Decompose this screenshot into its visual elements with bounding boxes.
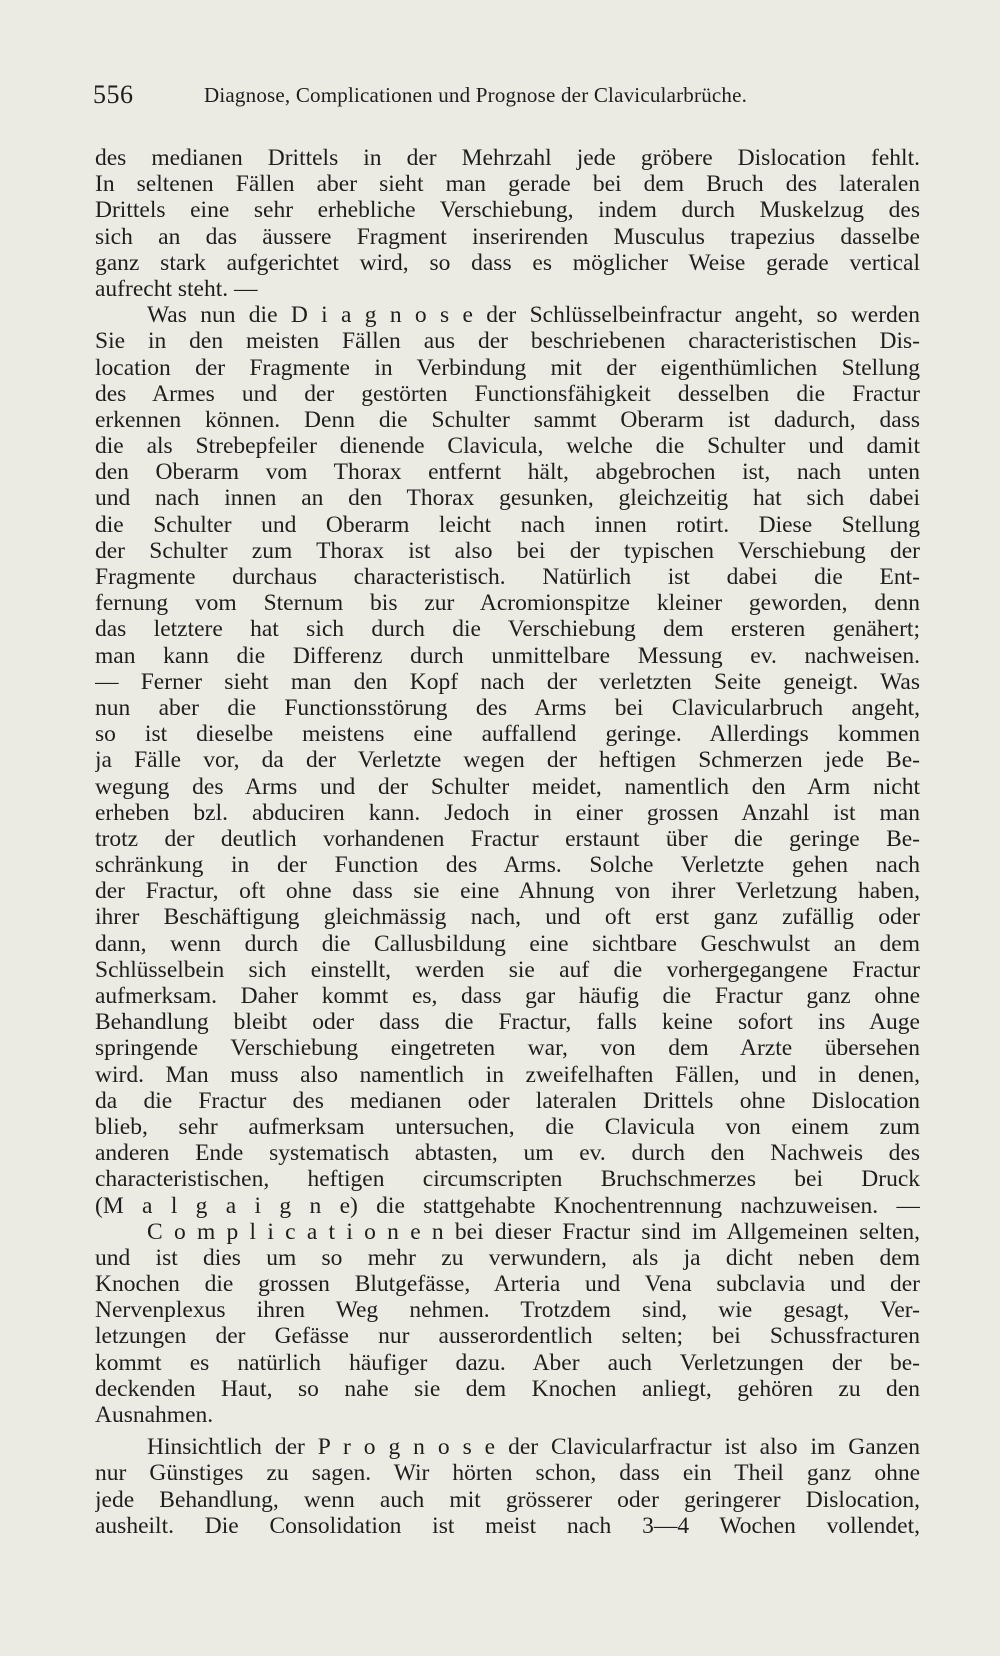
text-line [95, 381, 920, 407]
text-line-content: ihrer Beschäftigung gleichmässig nach, und oft erst ganz zufällig oder [95, 904, 920, 931]
text-line [95, 1271, 920, 1297]
text-line [95, 747, 920, 773]
text-line [95, 564, 920, 590]
text-line-content: den Oberarm vom Thorax entfernt hält, abgebrochen ist, nach unten [95, 459, 920, 486]
text-line-content: wegung des Arms und der Schulter meidet, namentlich den Arm nicht [95, 773, 920, 800]
text-line-content: Sie in den meisten Fällen aus der beschriebenen characteristischen Dis- [95, 328, 920, 355]
text-line [95, 1166, 920, 1192]
text-line [95, 145, 920, 171]
text-line [95, 538, 920, 564]
text-line [95, 826, 920, 852]
text-line-content: wird. Man muss also namentlich in zweifelhaften Fällen, und in denen, [95, 1061, 920, 1088]
text-line [95, 224, 920, 250]
text-line [95, 1350, 920, 1376]
text-line-content: so ist dieselbe meistens eine auffallend geringe. Allerdings kommen [95, 721, 920, 748]
text-line [95, 433, 920, 459]
text-line-content: der Schulter zum Thorax ist also bei der typischen Verschiebung der [95, 537, 920, 564]
text-line-content: nun aber die Functionsstörung des Arms bei Clavicularbruch angeht, [95, 694, 920, 721]
text-line-content: jede Behandlung, wenn auch mit grösserer oder geringerer Dislocation, [95, 1486, 920, 1513]
text-line [95, 407, 920, 433]
text-line [95, 512, 920, 538]
text-line-content: nur Günstiges zu sagen. Wir hörten schon, dass ein Theil ganz ohne [95, 1460, 920, 1487]
text-line [95, 1062, 920, 1088]
text-line-content: Hinsichtlich der P r o g n o s e der Clavicularfractur ist also im Ganzen [147, 1434, 920, 1461]
body-text [95, 145, 920, 1539]
text-line-content: (M a l g a i g n e) die stattgehabte Knochentrennung nachzuweisen. — [95, 1192, 920, 1219]
text-line [95, 1088, 920, 1114]
text-line-content: letzungen der Gefässe nur ausserordentlich selten; bei Schussfracturen [95, 1323, 920, 1350]
text-line-content: ganz stark aufgerichtet wird, so dass es möglicher Weise gerade vertical [95, 249, 920, 276]
text-line-content: erkennen können. Denn die Schulter sammt Oberarm ist dadurch, dass [95, 406, 920, 433]
text-line [95, 1035, 920, 1061]
text-line [95, 983, 920, 1009]
text-line [95, 878, 920, 904]
text-line-content: Behandlung bleibt oder dass die Fractur, falls keine sofort ins Auge [95, 1009, 920, 1036]
text-line [95, 171, 920, 197]
text-line-content: anderen Ende systematisch abtasten, um ev. durch den Nachweis des [95, 1140, 920, 1167]
text-line-content: fernung vom Sternum bis zur Acromionspitze kleiner geworden, denn [95, 590, 920, 617]
text-line-content: Knochen die grossen Blutgefässe, Arteria und Vena subclavia und der [95, 1271, 920, 1298]
text-line-content: trotz der deutlich vorhandenen Fractur erstaunt über die geringe Be- [95, 825, 920, 852]
text-line-content: dann, wenn durch die Callusbildung eine sichtbare Geschwulst an dem [95, 930, 920, 957]
text-line [95, 957, 920, 983]
text-line [95, 1245, 920, 1271]
text-line-content: des Armes und der gestörten Functionsfähigkeit desselben die Fractur [95, 380, 920, 407]
text-line [95, 695, 920, 721]
text-line-content: Nervenplexus ihren Weg nehmen. Trotzdem sind, wie gesagt, Ver- [95, 1297, 920, 1324]
running-head [93, 80, 813, 114]
text-line-content: deckenden Haut, so nahe sie dem Knochen anliegt, gehören zu den [95, 1375, 920, 1402]
text-line-content: — Ferner sieht man den Kopf nach der verletzten Seite geneigt. Was [95, 668, 920, 695]
text-line-content: des medianen Drittels in der Mehrzahl jede gröbere Dislocation fehlt. [95, 145, 920, 171]
text-line-content: location der Fragmente in Verbindung mit der eigenthümlichen Stellung [95, 354, 920, 381]
text-line [95, 1193, 920, 1219]
text-line [95, 1434, 920, 1460]
text-line [95, 1140, 920, 1166]
text-line [95, 721, 920, 747]
text-line [95, 1219, 920, 1245]
text-line [95, 931, 920, 957]
text-line-content: ja Fälle vor, da der Verletzte wegen der heftigen Schmerzen jede Be- [95, 747, 920, 774]
text-line-content: der Fractur, oft ohne dass sie eine Ahnung von ihrer Verletzung haben, [95, 878, 920, 905]
text-line [95, 328, 920, 354]
text-line [95, 485, 920, 511]
text-line [95, 800, 920, 826]
text-line [95, 904, 920, 930]
text-line-content: Fragmente durchaus characteristisch. Natürlich ist dabei die Ent- [95, 564, 920, 590]
text-line [95, 1487, 920, 1513]
text-line-content: die als Strebepfeiler dienende Clavicula, welche die Schulter und damit [95, 433, 920, 460]
text-line-content: ausheilt. Die Consolidation ist meist nach 3—4 Wochen vollendet, [95, 1512, 920, 1539]
text-line-content: die Schulter und Oberarm leicht nach innen rotirt. Diese Stellung [95, 511, 920, 538]
text-line-content: man kann die Differenz durch unmittelbare Messung ev. nachweisen. [95, 642, 920, 669]
running-title: Diagnose, Complicationen und Prognose der Clavicularbrüche. [204, 83, 748, 107]
text-line-content: da die Fractur des medianen oder lateralen Drittels ohne Dislocation [95, 1087, 920, 1114]
text-line-content: sich an das äussere Fragment inserirenden Musculus trapezius dasselbe [95, 223, 920, 250]
text-line [95, 1009, 920, 1035]
text-line-content: characteristischen, heftigen circumscripten Bruchschmerzes bei Druck [95, 1166, 920, 1193]
text-line [95, 590, 920, 616]
text-line-content: aufmerksam. Daher kommt es, dass gar häufig die Fractur ganz ohne [95, 983, 920, 1009]
text-line [95, 1323, 920, 1349]
text-line-content: und nach innen an den Thorax gesunken, gleichzeitig hat sich dabei [95, 485, 920, 512]
text-line [95, 276, 920, 302]
text-line-content: Was nun die D i a g n o s e der Schlüsselbeinfractur angeht, so werden [147, 302, 920, 329]
text-line [95, 1114, 920, 1140]
text-line [95, 302, 920, 328]
text-line [95, 1460, 920, 1486]
text-line [95, 355, 920, 381]
text-line [95, 197, 920, 223]
text-line-content: das letztere hat sich durch die Verschiebung dem ersteren genähert; [95, 616, 920, 643]
text-line [95, 616, 920, 642]
text-line [95, 1402, 920, 1428]
text-line-content: kommt es natürlich häufiger dazu. Aber auch Verletzungen der be- [95, 1349, 920, 1376]
text-line-content: schränkung in der Function des Arms. Solche Verletzte gehen nach [95, 852, 920, 879]
text-line [95, 1297, 920, 1323]
text-line-content: In seltenen Fällen aber sieht man gerade bei dem Bruch des lateralen [95, 171, 920, 198]
text-line-content: springende Verschiebung eingetreten war, von dem Arzte übersehen [95, 1035, 920, 1062]
text-line [95, 669, 920, 695]
text-line [95, 1513, 920, 1539]
text-line [95, 250, 920, 276]
text-line-content: C o m p l i c a t i o n e n bei dieser Fractur sind im Allgemeinen selten, [147, 1218, 920, 1245]
text-line-content: Drittels eine sehr erhebliche Verschiebung, indem durch Muskelzug des [95, 197, 920, 224]
text-line-content: Ausnahmen. [95, 1402, 214, 1428]
text-line [95, 459, 920, 485]
text-line [95, 774, 920, 800]
text-line [95, 1376, 920, 1402]
text-line-content: Schlüsselbein sich einstellt, werden sie auf die vorhergegangene Fractur [95, 956, 920, 983]
text-line [95, 852, 920, 878]
text-line [95, 643, 920, 669]
text-line-content: und ist dies um so mehr zu verwundern, als ja dicht neben dem [95, 1244, 920, 1271]
page-number: 556 [93, 80, 134, 109]
text-line-content: blieb, sehr aufmerksam untersuchen, die Clavicula von einem zum [95, 1113, 920, 1140]
text-line-content: aufrecht steht. — [95, 275, 258, 302]
text-line-content: erheben bzl. abduciren kann. Jedoch in einer grossen Anzahl ist man [95, 799, 920, 826]
